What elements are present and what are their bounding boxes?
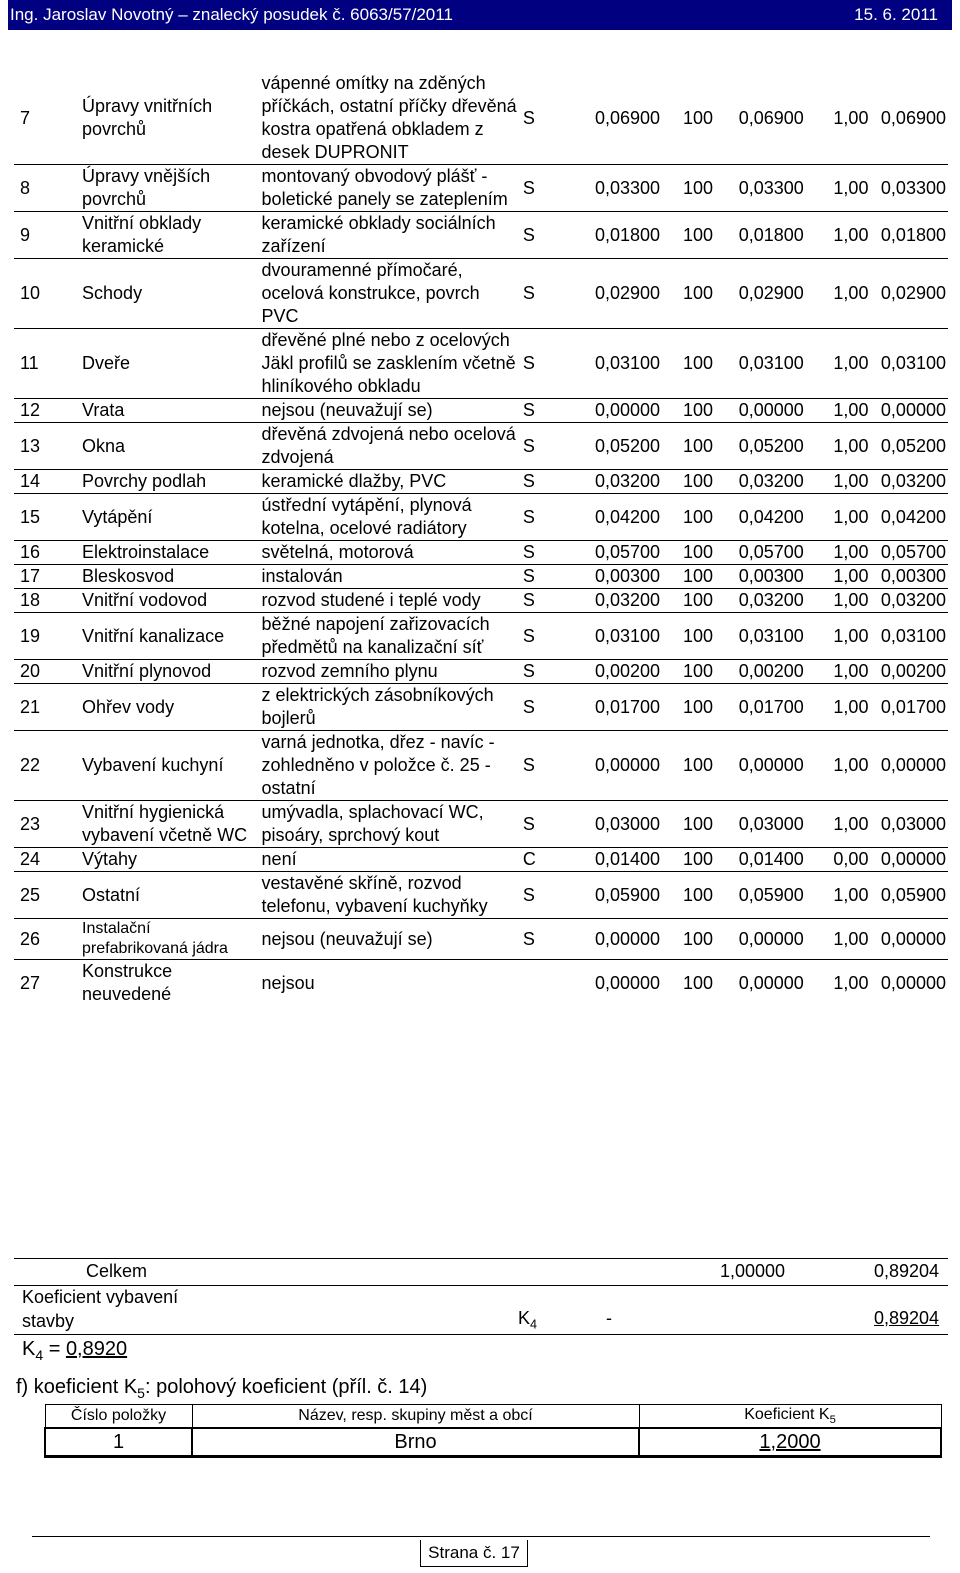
cell-v5: 0,03100 — [868, 329, 948, 399]
cell-v1: 0,05200 — [569, 423, 660, 470]
cell-v4: 1,00 — [804, 423, 869, 470]
cell-v5: 0,05200 — [868, 423, 948, 470]
cell-v2: 100 — [682, 107, 713, 128]
cell-v2: 100 — [660, 660, 713, 684]
cell-no: 12 — [14, 399, 80, 423]
cell-type: S — [517, 919, 569, 960]
cell-v5: 0,05900 — [868, 872, 948, 919]
table-row — [14, 494, 948, 541]
cell-v2: 100 — [660, 565, 713, 589]
cell-v2: 100 — [660, 494, 713, 541]
cell-v3: 0,01400 — [713, 848, 804, 872]
cell-desc: keramické obklady sociálních zařízení — [260, 212, 517, 259]
cell-v4: 1,00 — [804, 589, 869, 613]
k5-header-number: Číslo položky — [45, 1405, 192, 1429]
cell-v2: 100 — [660, 541, 713, 565]
cell-name: Okna — [80, 423, 260, 470]
cell-v4: 1,00 — [804, 801, 869, 848]
cell-v3: 0,03200 — [713, 470, 804, 494]
cell-v4: 1,00 — [804, 872, 869, 919]
cell-v4: 1,00 — [804, 470, 869, 494]
cell-type: C — [517, 848, 569, 872]
cell-v1: 0,02900 — [569, 259, 660, 329]
cell-v4: 1,00 — [833, 107, 869, 128]
cell-v5: 0,03200 — [868, 470, 948, 494]
cell-v4: 1,00 — [804, 399, 869, 423]
cell-type: S — [517, 565, 569, 589]
cell-v3: 0,00200 — [713, 660, 804, 684]
cell-v2: 100 — [660, 399, 713, 423]
cell-no: 13 — [14, 423, 80, 470]
cell-no: 18 — [14, 589, 80, 613]
cell-v2: 100 — [660, 960, 713, 1007]
cell-desc: instalován — [260, 565, 517, 589]
cell-desc: keramické dlažby, PVC — [260, 470, 517, 494]
cell-type: S — [517, 423, 569, 470]
cell-name: Schody — [80, 259, 260, 329]
cell-v5: 0,01800 — [868, 212, 948, 259]
cell-type: S — [517, 259, 569, 329]
cell-desc: běžné napojení zařizovacích předmětů na kanalizační síť — [260, 613, 517, 660]
cell-no: 7 — [20, 107, 31, 128]
header-date: 15. 6. 2011 — [854, 5, 938, 24]
cell-no: 11 — [14, 329, 80, 399]
cell-no: 17 — [14, 565, 80, 589]
table-row — [14, 960, 948, 1007]
k5-value-row — [45, 1428, 941, 1457]
cell-v4: 1,00 — [804, 565, 869, 589]
cell-v3: 0,01800 — [713, 212, 804, 259]
table-row — [14, 848, 948, 872]
k5-header-name: Název, resp. skupiny měst a obcí — [192, 1405, 639, 1429]
cell-v1: 0,00000 — [569, 919, 660, 960]
table-row — [14, 731, 948, 801]
cell-v1: 0,03100 — [569, 613, 660, 660]
cell-v3: 0,03000 — [713, 801, 804, 848]
total-row — [14, 1258, 948, 1286]
cell-desc: nejsou (neuvažují se) — [260, 399, 517, 423]
cell-v4: 1,00 — [804, 684, 869, 731]
table-row — [14, 259, 948, 329]
coefficient-label: Koeficient vybavení stavby — [22, 1287, 179, 1331]
cell-name: Vybavení kuchyní — [80, 731, 260, 801]
cell-name: Úpravy vnějších povrchů — [80, 165, 260, 212]
cell-v2: 100 — [660, 801, 713, 848]
cell-v4: 1,00 — [804, 494, 869, 541]
cell-no: 21 — [14, 684, 80, 731]
table-row — [14, 470, 948, 494]
cell-name: Ohřev vody — [80, 684, 260, 731]
cell-v1: 0,03200 — [569, 589, 660, 613]
cell-v5: 0,03300 — [868, 165, 948, 212]
cell-v1: 0,03000 — [569, 801, 660, 848]
k4-value: 0,8920 — [65, 1338, 128, 1360]
cell-desc: nejsou — [260, 960, 517, 1007]
cell-v4: 1,00 — [804, 259, 869, 329]
coefficient-dash: - — [606, 1308, 612, 1328]
cell-desc: montovaný obvodový plášť - boletické panely se zateplením — [260, 165, 517, 212]
cell-v4: 1,00 — [804, 541, 869, 565]
cell-desc: světelná, motorová — [260, 541, 517, 565]
cell-no: 22 — [14, 731, 80, 801]
cell-v3: 0,06900 — [738, 107, 804, 128]
cell-name: Dveře — [80, 329, 260, 399]
cell-desc: varná jednotka, dřez - navíc - zohledněno v položce č. 25 - ostatní — [260, 731, 517, 801]
cell-v1: 0,00200 — [569, 660, 660, 684]
cell-no: 16 — [14, 541, 80, 565]
total-label: Celkem — [86, 1261, 148, 1281]
cell-v2: 100 — [660, 872, 713, 919]
table-row — [14, 165, 948, 212]
cell-desc: z elektrických zásobníkových bojlerů — [260, 684, 517, 731]
cell-v1: 0,03300 — [569, 165, 660, 212]
cell-name: Vnitřní obklady keramické — [80, 212, 260, 259]
cell-type: S — [517, 212, 569, 259]
table-row — [14, 684, 948, 731]
cell-v5: 0,03100 — [868, 613, 948, 660]
cell-v1: 0,01800 — [569, 212, 660, 259]
cell-type: S — [517, 165, 569, 212]
cell-no: 15 — [14, 494, 80, 541]
page-number: Strana č. 17 — [420, 1540, 528, 1567]
document-header — [8, 0, 952, 30]
cell-desc: rozvod studené i teplé vody — [260, 589, 517, 613]
cell-type: S — [517, 329, 569, 399]
k5-city: Brno — [192, 1428, 639, 1457]
cell-type: S — [517, 494, 569, 541]
cell-type: S — [517, 399, 569, 423]
k4-result: $K_4 = 0,8920$ — [22, 1338, 128, 1363]
cell-v3: 0,03300 — [713, 165, 804, 212]
cell-v5: 0,06900 — [880, 107, 946, 128]
cell-v4: 0,00 — [804, 848, 869, 872]
cell-v1: 0,00000 — [569, 399, 660, 423]
cell-v1: 0,00000 — [569, 960, 660, 1007]
cell-type: S — [517, 589, 569, 613]
cell-name: Vnitřní kanalizace — [80, 613, 260, 660]
cell-v2: 100 — [660, 848, 713, 872]
cell-desc: rozvod zemního plynu — [260, 660, 517, 684]
cell-v2: 100 — [660, 259, 713, 329]
coefficient-symbol: $K_4$ — [518, 1308, 538, 1332]
cell-name: Vnitřní plynovod — [80, 660, 260, 684]
cell-v3: 0,00000 — [713, 919, 804, 960]
table-row — [14, 329, 948, 399]
cell-v5: 0,04200 — [868, 494, 948, 541]
cell-desc: ústřední vytápění, plynová kotelna, ocelové radiátory — [260, 494, 517, 541]
equipment-table — [14, 72, 948, 1006]
equipment-table-wrapper — [14, 72, 948, 1006]
cell-type: S — [517, 660, 569, 684]
table-row — [14, 72, 948, 165]
cell-v5: 0,00000 — [868, 399, 948, 423]
cell-name: Vnitřní vodovod — [80, 589, 260, 613]
cell-v3: 0,03100 — [713, 613, 804, 660]
cell-v3: 0,05200 — [713, 423, 804, 470]
cell-desc: umývadla, splachovací WC, pisoáry, sprchový kout — [260, 801, 517, 848]
cell-name: Povrchy podlah — [80, 470, 260, 494]
cell-name: Vrata — [80, 399, 260, 423]
cell-no: 8 — [14, 165, 80, 212]
table-row — [14, 919, 948, 960]
cell-v5: 0,00300 — [868, 565, 948, 589]
cell-v3: 0,03200 — [713, 589, 804, 613]
cell-v3: 0,05900 — [713, 872, 804, 919]
cell-v2: 100 — [660, 684, 713, 731]
cell-desc: vápenné omítky na zděných příčkách, ostatní příčky dřevěná kostra opatřená obkladem z desek DUPRONIT — [261, 73, 517, 162]
cell-no: 20 — [14, 660, 80, 684]
cell-v1: 0,05700 — [569, 541, 660, 565]
cell-type: S — [522, 107, 535, 128]
cell-v1: 0,03100 — [569, 329, 660, 399]
table-row — [14, 423, 948, 470]
cell-v1: 0,00300 — [569, 565, 660, 589]
cell-desc: vestavěné skříně, rozvod telefonu, vybavení kuchyňky — [260, 872, 517, 919]
cell-type: S — [517, 801, 569, 848]
cell-v2: 100 — [660, 731, 713, 801]
cell-name: Elektroinstalace — [80, 541, 260, 565]
coefficient-value: 0,89204 — [874, 1308, 940, 1328]
cell-v4: 1,00 — [804, 960, 869, 1007]
cell-v2: 100 — [660, 423, 713, 470]
cell-v4: 1,00 — [804, 613, 869, 660]
cell-type — [517, 960, 569, 1007]
cell-no: 14 — [14, 470, 80, 494]
cell-v5: 0,01700 — [868, 684, 948, 731]
cell-v3: 0,00000 — [713, 731, 804, 801]
cell-v1: 0,06900 — [594, 107, 661, 128]
cell-v2: 100 — [660, 165, 713, 212]
table-row — [14, 801, 948, 848]
table-row — [14, 399, 948, 423]
cell-v5: 0,00200 — [868, 660, 948, 684]
k5-header-row — [45, 1405, 941, 1429]
cell-v5: 0,00000 — [868, 919, 948, 960]
cell-desc: dřevěná zdvojená nebo ocelová zdvojená — [260, 423, 517, 470]
cell-v3: 0,00300 — [713, 565, 804, 589]
cell-no: 26 — [14, 919, 80, 960]
cell-name: Vnitřní hygienická vybavení včetně WC — [80, 801, 260, 848]
cell-name: Úpravy vnitřních povrchů — [82, 96, 213, 139]
cell-v5: 0,02900 — [868, 259, 948, 329]
table-row — [14, 660, 948, 684]
cell-type: S — [517, 872, 569, 919]
cell-v3: 0,03100 — [713, 329, 804, 399]
cell-v3: 0,01700 — [713, 684, 804, 731]
cell-name: Konstrukce neuvedené — [80, 960, 260, 1007]
cell-v2: 100 — [660, 212, 713, 259]
cell-v2: 100 — [660, 470, 713, 494]
cell-v1: 0,01400 — [569, 848, 660, 872]
section-f-title: f) koeficient $K_5$: polohový koeficient (příl. č. 14) — [16, 1376, 428, 1401]
cell-name: Instalační prefabrikovaná jádra — [80, 919, 260, 960]
k5-header-coef: Koeficient $K_5$ — [639, 1405, 941, 1429]
cell-name: Vytápění — [80, 494, 260, 541]
cell-desc: dvouramenné přímočaré, ocelová konstrukce, povrch PVC — [260, 259, 517, 329]
cell-v5: 0,05700 — [868, 541, 948, 565]
cell-v2: 100 — [660, 613, 713, 660]
cell-v1: 0,05900 — [569, 872, 660, 919]
cell-v1: 0,01700 — [569, 684, 660, 731]
cell-name: Bleskosvod — [80, 565, 260, 589]
cell-v3: 0,00000 — [713, 399, 804, 423]
coefficient-row — [14, 1284, 948, 1335]
k5-number: 1 — [45, 1428, 192, 1457]
cell-v4: 1,00 — [804, 731, 869, 801]
table-row — [14, 589, 948, 613]
table-row — [14, 872, 948, 919]
cell-v5: 0,00000 — [868, 960, 948, 1007]
cell-v3: 0,04200 — [713, 494, 804, 541]
cell-v4: 1,00 — [804, 660, 869, 684]
cell-v5: 0,03000 — [868, 801, 948, 848]
cell-desc: dřevěné plné nebo z ocelových Jäkl profilů se zasklením včetně hliníkového obkladu — [260, 329, 517, 399]
footer-line — [32, 1536, 930, 1537]
cell-name: Výtahy — [80, 848, 260, 872]
cell-v4: 1,00 — [804, 165, 869, 212]
table-row — [14, 565, 948, 589]
cell-type: S — [517, 731, 569, 801]
k5-coefficient: 1,2000 — [639, 1428, 941, 1457]
cell-v3: 0,02900 — [713, 259, 804, 329]
cell-v4: 1,00 — [804, 329, 869, 399]
cell-name: Ostatní — [80, 872, 260, 919]
cell-no: 23 — [14, 801, 80, 848]
table-row — [14, 541, 948, 565]
cell-v4: 1,00 — [804, 212, 869, 259]
cell-type: S — [517, 470, 569, 494]
table-row — [14, 212, 948, 259]
cell-desc: není — [260, 848, 517, 872]
cell-no: 27 — [14, 960, 80, 1007]
cell-no: 25 — [14, 872, 80, 919]
cell-v2: 100 — [660, 919, 713, 960]
total-v3: 1,00000 — [720, 1261, 786, 1281]
cell-v2: 100 — [660, 589, 713, 613]
total-v5: 0,89204 — [874, 1261, 940, 1281]
cell-v1: 0,00000 — [569, 731, 660, 801]
cell-v5: 0,00000 — [868, 731, 948, 801]
cell-type: S — [517, 613, 569, 660]
cell-no: 9 — [14, 212, 80, 259]
cell-no: 19 — [14, 613, 80, 660]
cell-desc: nejsou (neuvažují se) — [260, 919, 517, 960]
cell-v3: 0,05700 — [713, 541, 804, 565]
cell-v3: 0,00000 — [713, 960, 804, 1007]
cell-v5: 0,00000 — [868, 848, 948, 872]
cell-v2: 100 — [660, 329, 713, 399]
cell-v5: 0,03200 — [868, 589, 948, 613]
header-title: Ing. Jaroslav Novotný – znalecký posudek č. 6063/57/2011 — [10, 5, 453, 24]
cell-v1: 0,04200 — [569, 494, 660, 541]
cell-type: S — [517, 541, 569, 565]
cell-v4: 1,00 — [804, 919, 869, 960]
k5-table — [44, 1404, 942, 1458]
cell-no: 10 — [14, 259, 80, 329]
cell-no: 24 — [14, 848, 80, 872]
table-row — [14, 613, 948, 660]
cell-type: S — [517, 684, 569, 731]
cell-v1: 0,03200 — [569, 470, 660, 494]
